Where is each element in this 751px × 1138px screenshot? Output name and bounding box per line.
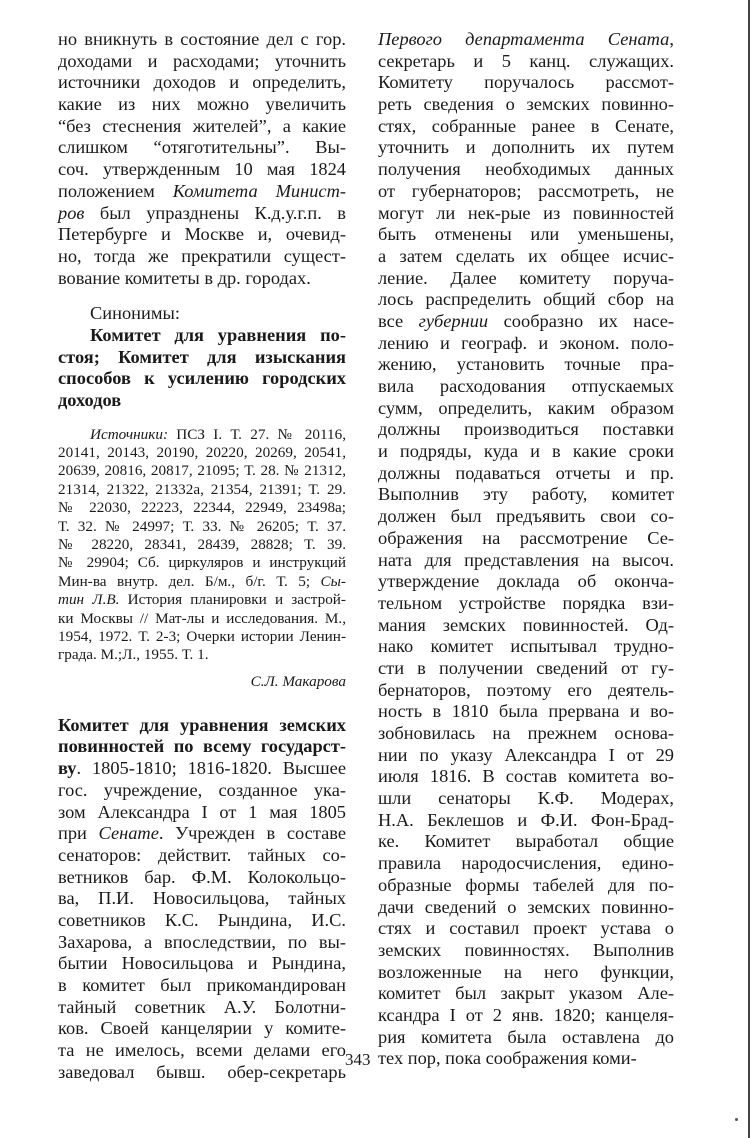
text-run: быть отменены или уменьшены, (378, 224, 674, 245)
synonyms-label: Синонимы: (90, 303, 180, 324)
text-line (378, 463, 674, 485)
text-run: от губернаторов; рассмотреть, не (378, 180, 674, 201)
text-line (378, 745, 674, 767)
source-line (58, 628, 346, 646)
text-run: ность в 1810 была прервана и во- (378, 701, 674, 722)
text-run: 1954, 1972. Т. 2-3; Очерки истории Ленин- (58, 628, 346, 645)
text-line (58, 246, 346, 268)
text-line (58, 94, 346, 116)
text-line (378, 419, 674, 441)
entry-title-line (58, 736, 346, 758)
entry-dates: . 1805-1810; 1816-1820. Высшее (76, 758, 346, 779)
text-line (378, 940, 674, 962)
text-run: бернаторов, поэтому его деятель- (378, 679, 674, 700)
text-run: и подряды, куда и в какие сроки (378, 441, 674, 462)
source-line (58, 610, 346, 628)
text-line (378, 94, 674, 116)
text-run: при (58, 823, 99, 844)
text-run: а затем сделать их общее исчис- (378, 245, 674, 266)
text-run: , (669, 29, 674, 49)
text-line (378, 181, 674, 203)
text-line (378, 897, 674, 919)
text-run: ображения на рассмотрение Се- (378, 527, 674, 548)
text-run: дачи сведений о земских повинно- (378, 896, 674, 917)
text-run: должны производиться поставки (378, 419, 674, 440)
text-line (378, 354, 674, 376)
text-run: лось распределить общий сбор на (378, 289, 674, 310)
text-run: 21314, 21322, 21332а, 21354, 21391; Т. 29. (58, 480, 346, 498)
text-run: соч. утвержденным 10 мая 1824 (58, 159, 346, 180)
sources-lines (58, 444, 346, 665)
text-line (378, 203, 674, 225)
sources-first-line-text: ПСЗ I. Т. 27. № 20116, (168, 425, 346, 443)
text-line (378, 766, 674, 788)
text-run: рия комитета была оставлена до (378, 1026, 674, 1047)
entry-article (58, 715, 346, 1084)
synonym-line (58, 368, 346, 390)
text-line (58, 845, 346, 867)
text-run: сенаторов: действит. тайных со- (58, 844, 346, 865)
text-line (378, 550, 674, 572)
right-column (378, 29, 674, 1070)
text-run: все (378, 310, 419, 331)
text-line (58, 823, 346, 845)
text-line (378, 268, 674, 290)
text-run: но вникнуть в состояние дел с гор. (58, 29, 346, 49)
text-line (58, 802, 346, 824)
text-line (58, 867, 346, 889)
text-run: шли сенаторы К.Ф. Модерах, (378, 788, 674, 809)
text-line (378, 311, 674, 333)
text-run: возложенные на него функции, (378, 961, 674, 982)
text-line (378, 246, 674, 268)
text-line (378, 159, 674, 181)
text-run: но, тогда же прекратили сущест- (58, 245, 346, 266)
synonym-line (58, 325, 346, 347)
text-line (378, 680, 674, 702)
text-line (378, 116, 674, 138)
text-line (378, 333, 674, 355)
text-line (58, 780, 346, 802)
source-line (58, 444, 346, 462)
text-line (378, 1005, 674, 1027)
text-line (378, 701, 674, 723)
text-run: 20639, 20816, 20817, 21095; Т. 28. № 21312, (58, 462, 346, 480)
text-run: повинностей по всему государст- (58, 736, 346, 757)
continuation-paragraph (58, 29, 346, 289)
text-line (378, 72, 674, 94)
entry-first-line (58, 758, 346, 780)
text-line (58, 268, 346, 290)
text-line (378, 983, 674, 1005)
text-line (58, 888, 346, 910)
text-line (58, 1018, 346, 1040)
text-line (378, 376, 674, 398)
text-run: бытии Новосильцова и Рындина, (58, 953, 346, 974)
text-run: сумм, определить, каким образом (378, 397, 674, 418)
source-line (58, 462, 346, 480)
text-line (378, 51, 674, 73)
text-run: правила народосчисления, едино- (378, 853, 674, 874)
text-run: земских повинностях. Выполнив (378, 939, 674, 960)
sources-block (58, 426, 346, 665)
text-run: советников К.С. Рындина, И.С. (58, 909, 346, 930)
right-column-body (378, 29, 674, 1070)
text-run: Комитет для уравнения по- (90, 324, 346, 345)
text-run: тельном устройстве порядка взи- (378, 592, 674, 613)
text-run: Комитет для уравнения земских (58, 714, 346, 735)
text-line (58, 975, 346, 997)
synonym-line (58, 347, 346, 369)
entry-body (58, 780, 346, 1084)
synonyms-list (58, 325, 346, 412)
source-line (58, 536, 346, 554)
italic-term: ров (58, 202, 85, 223)
text-line (378, 593, 674, 615)
source-line (58, 573, 346, 591)
text-run: . Учрежден в составе (158, 823, 346, 844)
text-run: положением (58, 180, 173, 201)
italic-term: Сы- (320, 572, 346, 590)
text-line (378, 658, 674, 680)
text-run: мания земских повинностей. Од- (378, 614, 674, 635)
entry-title-end: ву (58, 758, 77, 779)
text-run: был упразднены К.д.у.г.п. в (84, 202, 346, 223)
source-line (58, 646, 346, 664)
text-line (378, 398, 674, 420)
text-run: ната для представления на высоч. (378, 549, 674, 570)
text-run: Захарова, а впоследствии, по вы- (58, 931, 346, 952)
article-author: С.Л. Макарова (250, 672, 346, 690)
text-run: доходами и расходами; уточнить (58, 50, 346, 71)
text-line (378, 853, 674, 875)
text-run: гос. учреждение, созданное ука- (58, 779, 346, 800)
sources-first-line (58, 426, 346, 444)
text-run: какие из них можно увеличить (58, 94, 346, 115)
text-run: секретарь и 5 канц. служащих. (378, 50, 674, 71)
scan-speck (735, 1118, 738, 1121)
text-run: ветников бар. Ф.М. Колокольцо- (58, 866, 346, 887)
text-run: слишком “отяготительны”. Вы- (58, 137, 346, 158)
text-run: ксандра I от 2 янв. 1820; канцеля- (378, 1004, 674, 1025)
sources-label: Источники: (90, 425, 169, 443)
text-run: вование комитеты в др. городах. (58, 267, 311, 288)
italic-term: губернии (418, 310, 489, 331)
text-run: стоя; Комитет для изыскания (58, 346, 346, 367)
text-run: утверждение доклада об оконча- (378, 571, 674, 592)
text-line (378, 224, 674, 246)
scan-edge-line (748, 0, 750, 1138)
text-line (378, 723, 674, 745)
text-run: нако комитет испытывал трудно- (378, 636, 674, 657)
text-run: ление. Далее комитету поруча- (378, 267, 674, 288)
source-line (58, 481, 346, 499)
text-run: тайный советник А.У. Болотни- (58, 996, 346, 1017)
text-run: Т. 32. № 24997; Т. 33. № 26205; Т. 37. (58, 517, 346, 535)
text-line (58, 159, 346, 181)
text-run: способов к усилению городских (58, 368, 346, 389)
text-line (378, 441, 674, 463)
text-run: Петербурге и Москве и, очевид- (58, 224, 346, 245)
text-run: 20141, 20143, 20190, 20220, 20269, 20541, (58, 444, 346, 462)
synonym-line (58, 390, 346, 412)
source-line (58, 591, 346, 609)
text-run: должен был предъявить свои со- (378, 506, 674, 527)
text-run: должны подаваться отчеты и пр. (378, 462, 674, 483)
text-line (58, 137, 346, 159)
text-run: доходов (58, 390, 122, 411)
text-run: лению и географ. и эконом. поло- (378, 332, 674, 353)
text-run: в комитет был прикомандирован (58, 975, 346, 996)
text-line (378, 484, 674, 506)
left-column (58, 29, 346, 1083)
text-run: Выполнив эту работу, комитет (378, 484, 674, 505)
text-run: могут ли нек-рые из повинностей (378, 202, 674, 223)
text-line (58, 51, 346, 73)
source-line (58, 518, 346, 536)
text-line (58, 72, 346, 94)
text-run: № 28220, 28341, 28439, 28828; Т. 39. (58, 536, 346, 554)
text-line (378, 636, 674, 658)
text-line (378, 289, 674, 311)
text-run: зобновилась на прежнем основа- (378, 723, 674, 743)
text-line (378, 810, 674, 832)
text-run: История планировки и застрой- (119, 591, 346, 609)
text-run: сти в получении сведений от гу- (378, 657, 674, 678)
italic-term: тин Л.В. (58, 591, 120, 609)
source-line (58, 554, 346, 572)
text-run: июля 1816. В состав комитета во- (378, 766, 674, 787)
text-line (378, 788, 674, 810)
text-run: нии по указу Александра I от 29 (378, 744, 674, 765)
text-run: ков. Своей канцелярии у комите- (58, 1018, 346, 1039)
text-line (378, 962, 674, 984)
text-run: тех пор, пока соображения коми- (378, 1048, 637, 1069)
text-line (378, 1027, 674, 1049)
text-run: ки Москвы // Мат-лы и исследования. М., (58, 609, 346, 627)
text-line (378, 506, 674, 528)
text-line (378, 1048, 674, 1070)
text-line (378, 29, 674, 51)
text-line (58, 1040, 346, 1062)
text-line (58, 181, 346, 203)
text-line (58, 29, 346, 51)
text-line (378, 918, 674, 940)
text-run: сообразно их насе- (488, 310, 674, 331)
text-run: ва, П.И. Новосильцова, тайных (58, 888, 346, 909)
text-line (58, 224, 346, 246)
text-line (378, 528, 674, 550)
page-number: 343 (345, 1050, 371, 1069)
text-line (378, 137, 674, 159)
text-run: реть сведения о земских повинно- (378, 94, 674, 115)
text-run: комитет был закрыт указом Але- (378, 983, 674, 1004)
text-run: жению, установить точные пра- (378, 354, 674, 375)
text-line (58, 932, 346, 954)
text-run: получения необходимых данных (378, 159, 674, 180)
text-run: № 22030, 22223, 22344, 22949, 23498а; (58, 499, 346, 517)
source-line (58, 499, 346, 517)
text-line (58, 997, 346, 1019)
text-run: Комитету поручалось рассмот- (378, 72, 674, 93)
text-run: вила расходования отпускаемых (378, 376, 674, 396)
text-run: уточнить и дополнить их путем (378, 137, 674, 158)
entry-title (58, 715, 346, 758)
text-run: заведовал бывш. обер-секретарь (58, 1061, 346, 1082)
text-run: стях и составил проект устава о (378, 918, 674, 939)
text-line (58, 203, 346, 225)
text-line (378, 571, 674, 593)
text-run: Мин-ва внутр. дел. Б/м., б/г. Т. 5; (58, 572, 321, 590)
text-line (58, 116, 346, 138)
text-run: “без стеснения жителей”, а какие (58, 115, 346, 136)
text-line (58, 953, 346, 975)
text-run: Н.А. Беклешов и Ф.И. Фон-Брад- (378, 809, 674, 830)
text-run: образные формы табелей для по- (378, 874, 674, 895)
italic-term: Комитета Минист- (172, 180, 347, 201)
text-line (58, 910, 346, 932)
text-run: стях, собранные ранее в Сенате, (378, 115, 674, 136)
text-run: зом Александра I от 1 мая 1805 (58, 801, 346, 822)
text-line (58, 1062, 346, 1084)
text-run: града. М.;Л., 1955. Т. 1. (58, 646, 209, 664)
text-line (378, 875, 674, 897)
text-line (378, 831, 674, 853)
text-run: источники доходов и определить, (58, 72, 346, 93)
text-run: № 29904; Сб. циркуляров и инструкций (58, 554, 346, 572)
entry-title-line (58, 715, 346, 737)
italic-term: Сенате (98, 823, 159, 844)
text-run: ке. Комитет выработал общие (378, 831, 674, 852)
italic-term: Первого департамента Сената (378, 29, 670, 49)
text-line (378, 615, 674, 637)
text-run: та не имелось, всеми делами его (58, 1040, 346, 1061)
